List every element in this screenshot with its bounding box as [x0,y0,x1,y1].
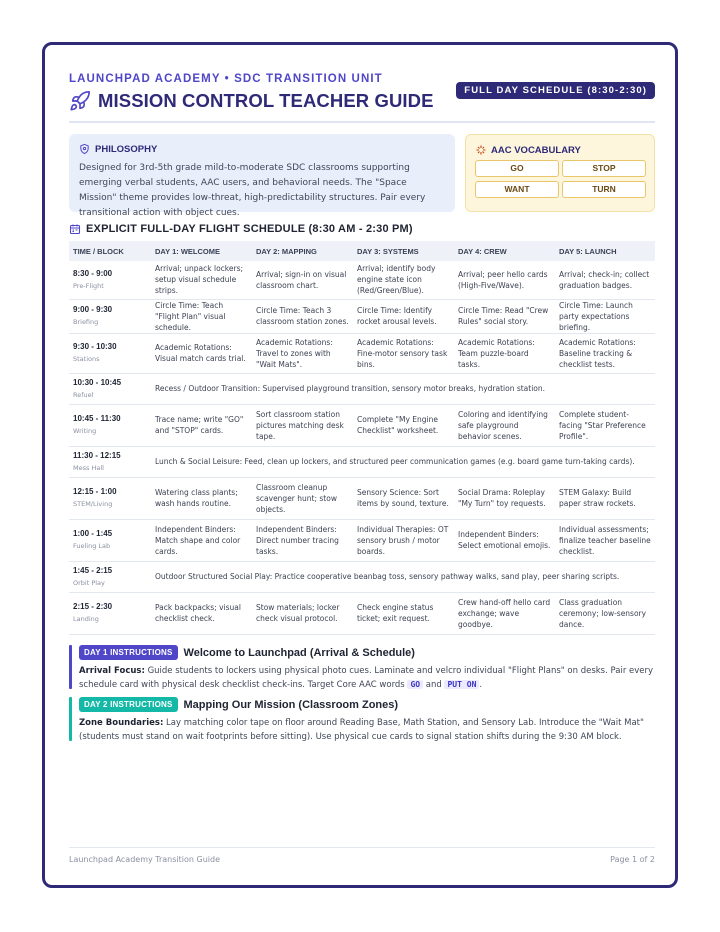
shield-icon [79,143,90,155]
table-cell: Watering class plants; wash hands routine. [151,477,252,519]
table-row [69,373,655,404]
column-header: DAY 5: LAUNCH [555,241,655,261]
philosophy-title: PHILOSOPHY [95,143,158,155]
aac-word: WANT [475,181,559,198]
table-cell: Academic Rotations: Team puzzle-board tasks. [454,333,555,373]
table-cell: Complete "My Engine Checklist" worksheet. [353,404,454,446]
table-row [69,446,655,477]
table-cell: Academic Rotations: Visual match cards trial. [151,333,252,373]
time-range: 10:30 - 10:45 [73,377,122,387]
block-label: Stations [73,355,100,363]
table-cell: Independent Binders: Direct number tracing tasks. [252,519,353,561]
table-cell: Arrival; unpack lockers; setup visual schedule strips. [151,261,252,299]
table-cell-span: Lunch & Social Leisure: Feed, clean up lockers, and structured peer communication games (e.g. board game turn-taking cards). [151,446,655,477]
block-label: Landing [73,615,99,623]
block-label: Writing [73,427,97,435]
eyebrow-label: LAUNCHPAD ACADEMY • SDC TRANSITION UNIT [69,73,383,85]
time-range: 12:15 - 1:00 [73,487,117,496]
page-frame [42,42,678,888]
table-cell: Independent Binders: Match shape and color cards. [151,519,252,561]
aac-keyword: GO [407,680,423,689]
time-cell [69,446,151,477]
title-row [69,90,434,112]
day1-badge: DAY 1 INSTRUCTIONS [79,645,178,660]
aac-word: STOP [562,160,646,177]
day2-heading: Mapping Our Mission (Classroom Zones) [183,698,399,711]
table-cell-span: Outdoor Structured Social Play: Practice cooperative beanbag toss, sensory pathway walks, sand play, peer sharing scripts. [151,561,655,592]
header-divider [69,121,655,123]
table-cell: Circle Time: Read "Crew Rules" social story. [454,299,555,333]
table-cell: Academic Rotations: Baseline tracking & checklist tests. [555,333,655,373]
table-cell: Classroom cleanup scavenger hunt; stow objects. [252,477,353,519]
table-cell: Independent Binders: Select emotional emojis. [454,519,555,561]
sparkle-icon [475,144,487,156]
table-row [69,299,655,333]
table-row [69,477,655,519]
time-cell [69,519,151,561]
day2-focus-label: Zone Boundaries: [79,718,164,728]
table-row [69,261,655,299]
day1-text: Guide students to lockers using physical photo cues. Laminate and velcro individual "Flight Plans" on desks. Pair every schedule card with physical desk checklist check-ins. Target Core AAC words [79,666,654,690]
aac-word: GO [475,160,559,177]
table-cell: Check engine status ticket; exit request. [353,592,454,634]
time-cell [69,299,151,333]
page-number: Page 1 of 2 [610,855,655,864]
column-header: DAY 2: MAPPING [252,241,353,261]
table-cell: Circle Time: Teach 3 classroom station zones. [252,299,353,333]
day1-body [79,664,655,692]
block-label: Orbit Play [73,578,105,587]
calendar-icon [69,223,81,235]
table-cell: Sensory Science: Sort items by sound, texture. [353,477,454,519]
day1-and: and [423,680,445,690]
time-range: 8:30 - 9:00 [73,268,113,278]
day1-focus-label: Arrival Focus: [79,666,145,676]
footer-divider [69,847,655,848]
time-range: 1:00 - 1:45 [73,529,113,538]
page-title: MISSION CONTROL TEACHER GUIDE [98,90,434,111]
time-cell [69,261,151,299]
column-header: DAY 3: SYSTEMS [353,241,454,261]
table-cell: Coloring and identifying safe playground behavior scenes. [454,404,555,446]
day2-header [79,697,398,712]
time-range: 10:45 - 11:30 [73,414,121,423]
table-cell: Complete student-facing "Star Preference Profile". [555,404,655,446]
table-cell: Individual assessments; finalize teacher baseline checklist. [555,519,655,561]
day2-body [79,716,655,744]
day1-heading: Welcome to Launchpad (Arrival & Schedule) [183,646,415,659]
table-row [69,592,655,634]
rocket-icon [69,90,91,112]
schedule-header [69,223,413,235]
table-row [69,519,655,561]
aac-card [465,134,655,212]
table-cell: Sort classroom station pictures matching desk tape. [252,404,353,446]
table-cell: Crew hand-off hello card exchange; wave goodbye. [454,592,555,634]
time-range: 9:00 - 9:30 [73,305,113,314]
day2-instructions [69,697,655,741]
table-cell: Class graduation ceremony; low-sensory dance. [555,592,655,634]
table-cell: Academic Rotations: Travel to zones with "Wait Mats". [252,333,353,373]
table-cell: Circle Time: Teach "Flight Plan" visual schedule. [151,299,252,333]
table-cell: Individual Therapies: OT sensory brush / motor boards. [353,519,454,561]
schedule-title: EXPLICIT FULL-DAY FLIGHT SCHEDULE (8:30 AM - 2:30 PM) [86,223,413,235]
table-cell: STEM Galaxy: Build paper straw rockets. [555,477,655,519]
time-range: 1:45 - 2:15 [73,565,113,575]
table-cell: Arrival; sign-in on visual classroom chart. [252,261,353,299]
aac-word: TURN [562,181,646,198]
philosophy-card [69,134,455,218]
aac-title: AAC VOCABULARY [491,144,581,156]
time-range: 9:30 - 10:30 [73,342,117,351]
column-header: TIME / BLOCK [69,241,151,261]
aac-word-grid [475,160,645,198]
philosophy-header [79,143,157,155]
table-cell: Circle Time: Identify rocket arousal levels. [353,299,454,333]
day2-text: Lay matching color tape on floor around Reading Base, Math Station, and Sensory Lab. Introduce the "Wait Mat" (students must stand on wait footprints before sitting). Use physical cue cards to signal station shifts during the 9:30 AM block. [79,718,644,742]
table-cell: Academic Rotations: Fine-motor sensory task bins. [353,333,454,373]
table-cell: Social Drama: Roleplay "My Turn" toy requests. [454,477,555,519]
footer-left: Launchpad Academy Transition Guide [69,855,220,864]
day1-instructions [69,645,655,689]
time-cell [69,561,151,592]
table-cell: Arrival; check-in; collect graduation badges. [555,261,655,299]
time-cell [69,404,151,446]
table-cell: Pack backpacks; visual checklist check. [151,592,252,634]
table-cell: Circle Time: Launch party expectations briefing. [555,299,655,333]
block-label: STEM/Living [73,500,113,508]
table-cell-span: Recess / Outdoor Transition: Supervised playground transition, sensory motor breaks, hydration station. [151,373,655,404]
schedule-table [69,241,655,635]
day1-header [79,645,415,660]
block-label: Briefing [73,318,99,326]
time-cell [69,592,151,634]
block-label: Refuel [73,390,94,399]
time-cell [69,373,151,404]
time-range: 11:30 - 12:15 [73,450,121,460]
day2-accent-bar [69,697,72,741]
table-cell: Stow materials; locker check visual protocol. [252,592,353,634]
table-cell: Trace name; write "GO" and "STOP" cards. [151,404,252,446]
philosophy-body: Designed for 3rd-5th grade mild-to-moderate SDC classrooms supporting emerging verbal students, AAC users, and behavioral needs. The "Space Mission" theme provides low-threat, high-predictability structures. Pair every transitional action with object cues. [79,163,426,218]
time-range: 2:15 - 2:30 [73,602,113,611]
column-header: DAY 4: CREW [454,241,555,261]
day2-badge: DAY 2 INSTRUCTIONS [79,697,178,712]
day1-accent-bar [69,645,72,689]
table-cell: Arrival; peer hello cards (High-Five/Wave). [454,261,555,299]
table-row [69,404,655,446]
time-cell [69,477,151,519]
aac-header [475,144,581,156]
time-cell [69,333,151,373]
schedule-pill: FULL DAY SCHEDULE (8:30-2:30) [456,82,655,99]
block-label: Pre-Flight [73,281,104,290]
table-cell: Arrival; identify body engine state icon (Red/Green/Blue). [353,261,454,299]
block-label: Mess Hall [73,463,104,472]
table-row [69,561,655,592]
table-row [69,333,655,373]
aac-keyword: PUT ON [444,680,479,689]
day1-end: . [479,680,483,690]
schedule-header-row [69,241,655,261]
block-label: Fueling Lab [73,542,111,550]
column-header: DAY 1: WELCOME [151,241,252,261]
